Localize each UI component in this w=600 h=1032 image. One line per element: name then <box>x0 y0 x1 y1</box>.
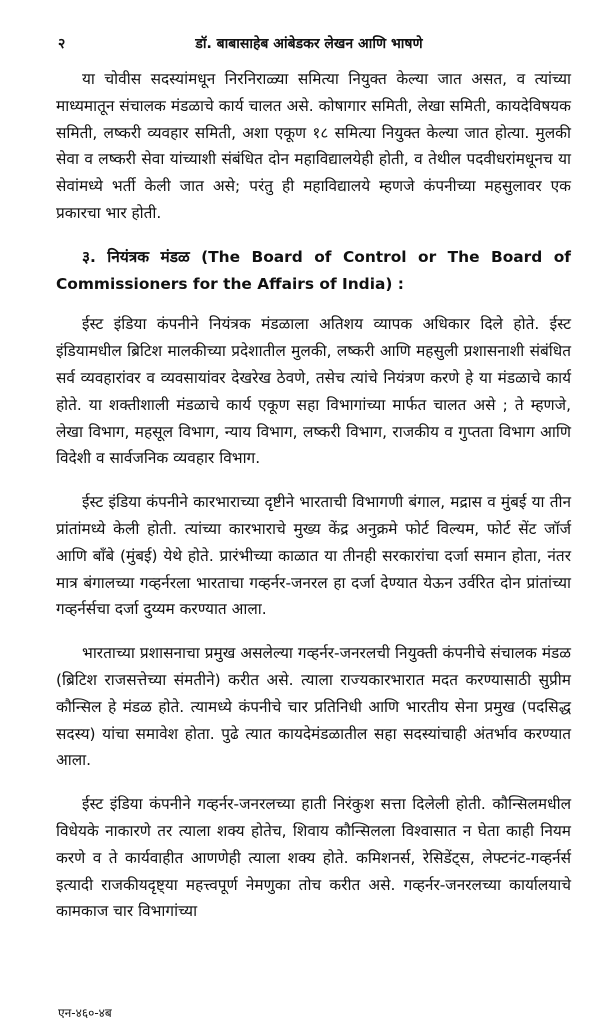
paragraph-provinces: ईस्ट इंडिया कंपनीने कारभाराच्या दृष्टीने भारताची विभागणी बंगाल, मद्रास व मुंबई या तीन प्रांतांमध्ये केली होती. त्यांच्या कारभाराचे मुख्य केंद्र अनुक्रमे फोर्ट विल्यम, फोर्ट सेंट जॉर्ज आणि बाँबे (मुंबई) येथे होते. प्रारंभीच्या काळात या तीनही सरकारांचा दर्जा समान होता, नंतर मात्र बंगालच्या गव्हर्नरला भारताचा गव्हर्नर-जनरल हा दर्जा देण्यात येऊन उर्वरित दोन प्रांतांच्या गव्हर्नर्सचा दर्जा दुय्यम करण्यात आला. <box>56 493 571 619</box>
paragraph-absolute-power: ईस्ट इंडिया कंपनीने गव्हर्नर-जनरलच्या हाती निरंकुश सत्ता दिलेली होती. कौन्सिलमधील विधेयके नाकारणे तर त्याला शक्य होतेच, शिवाय कौन्सिलला विश्वासात न घेता काही नियम करणे व ते कार्यवाहीत आणणेही त्याला शक्य होते. कमिशनर्स, रेसिडेंट्स, लेफ्टनंट-गव्हर्नर्स इत्यादी राजकीयदृष्ट्या महत्त्वपूर्ण नेमणुका तोच करीत असे. गव्हर्नर-जनरलच्या कार्यालयाचे कामकाज चार विभागांच्या <box>56 795 571 921</box>
page-number: २ <box>58 36 66 52</box>
page-body <box>56 66 571 942</box>
page-footer-code: एन-४६०-४ब <box>58 1006 112 1020</box>
paragraph-board-powers: ईस्ट इंडिया कंपनीने नियंत्रक मंडळाला अतिशय व्यापक अधिकार दिले होते. ईस्ट इंडियामधील ब्रिटिश मालकीच्या प्रदेशातील मुलकी, लष्करी आणि महसुली प्रशासनाशी संबंधित सर्व व्यवहारांवर व व्यवसायांवर देखरेख ठेवणे, तसेच त्यांचे नियंत्रण करणे हे या मंडळाचे कार्य होते. या शक्तीशाली मंडळाचे कार्य एकूण सहा विभागांच्या मार्फत चालत असे ; ते म्हणजे, लेखा विभाग, महसूल विभाग, न्याय विभाग, लष्करी विभाग, राजकीय व गुप्तता विभाग आणि विदेशी व सार्वजनिक व्यवहार विभाग. <box>56 315 571 468</box>
section-heading-board-of-control: ३. नियंत्रक मंडळ (The Board of Control or The Board of Commissioners for the Affairs of India) : <box>56 247 571 293</box>
page-header <box>58 34 560 58</box>
paragraph-committees: या चोवीस सदस्यांमधून निरनिराळ्या समित्या नियुक्त केल्या जात असत, व त्यांच्या माध्यमातून संचालक मंडळाचे कार्य चालत असे. कोषागार समिती, लेखा समिती, कायदेविषयक समिती, लष्करी व्यवहार समिती, अशा एकूण १८ समित्या नियुक्त केल्या जात होत्या. मुलकी सेवा व लष्करी सेवा यांच्याशी संबंधित दोन महाविद्यालयेही होती, व तेथील पदवीधरांमधूनच या सेवांमध्ये भर्ती केली जात असे; परंतु ही महाविद्यालये म्हणजे कंपनीच्या महसुलावर एक प्रकारचा भार होती. <box>56 70 571 222</box>
paragraph-governor-general: भारताच्या प्रशासनाचा प्रमुख असलेल्या गव्हर्नर-जनरलची नियुक्ती कंपनीचे संचालक मंडळ (ब्रिटिश राजसत्तेच्या संमतीने) करीत असे. त्याला राज्यकारभारात मदत करण्यासाठी सुप्रीम कौन्सिल हे मंडळ होते. त्यामध्ये कंपनीचे चार प्रतिनिधी आणि भारतीय सेना प्रमुख (पदसिद्ध सदस्य) यांचा समावेश होता. पुढे त्यात कायदेमंडळातील सहा सदस्यांचाही अंतर्भाव करण्यात आला. <box>56 644 571 770</box>
running-title: डॉ. बाबासाहेब आंबेडकर लेखन आणि भाषणे <box>195 36 423 52</box>
